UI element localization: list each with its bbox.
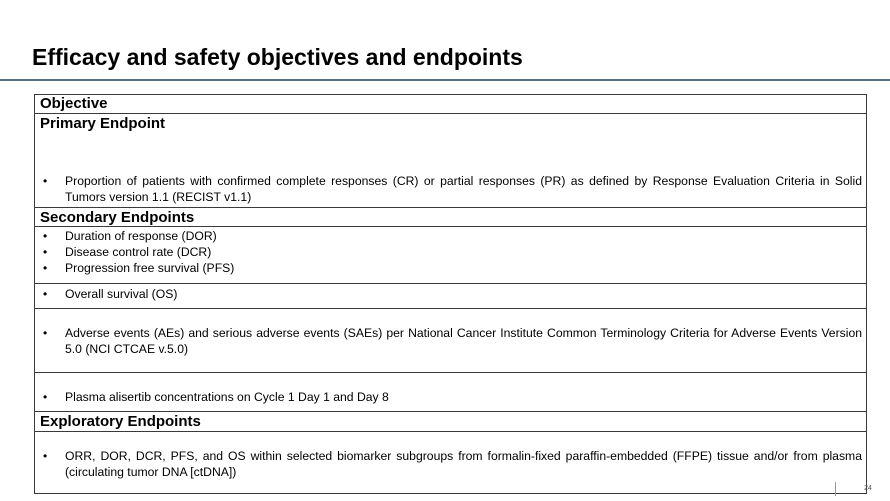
- secondary-group-2: [35, 284, 866, 309]
- bullet-icon: •: [43, 261, 48, 275]
- primary-endpoint-row: [35, 114, 866, 208]
- list-item: • Adverse events (AEs) and serious adverse events (SAEs) per National Cancer Institute Common Terminology Criteria for Adverse Events Version 5.0 (NCI CTCAE v.5.0): [43, 326, 862, 356]
- secondary-list-3: [35, 325, 866, 357]
- exploratory-header-row: [35, 412, 866, 432]
- exploratory-endpoint-list: [35, 448, 866, 480]
- page-number: 24: [864, 485, 872, 492]
- list-item: • Progression free survival (PFS): [43, 261, 235, 275]
- list-item: • Duration of response (DOR): [43, 229, 217, 243]
- list-item: • Disease control rate (DCR): [43, 245, 212, 259]
- objective-header-row: [35, 95, 866, 114]
- page-number-divider: [835, 482, 836, 496]
- endpoints-table: [34, 94, 867, 494]
- bullet-icon: •: [43, 174, 48, 188]
- secondary-list-2: [35, 286, 866, 302]
- bullet-icon: •: [43, 326, 48, 340]
- exploratory-endpoint-row: [35, 432, 866, 493]
- bullet-icon: •: [43, 245, 48, 259]
- bullet-icon: •: [43, 449, 48, 463]
- secondary-group-3: [35, 309, 866, 373]
- secondary-endpoints-header: Secondary Endpoints: [40, 209, 195, 226]
- secondary-list-4: [35, 389, 866, 405]
- list-item: • Overall survival (OS): [43, 287, 178, 301]
- bullet-icon: •: [43, 287, 48, 301]
- secondary-group-4: [35, 373, 866, 412]
- secondary-list-1: [35, 228, 866, 276]
- list-item: • ORR, DOR, DCR, PFS, and OS within selected biomarker subgroups from formalin-fixed paraffin-embedded (FFPE) tissue and/or from plasma (circulating tumor DNA [ctDNA]): [43, 449, 862, 479]
- title-divider: [0, 79, 890, 81]
- secondary-group-1: [35, 227, 866, 284]
- exploratory-endpoints-header: Exploratory Endpoints: [40, 413, 201, 430]
- primary-endpoint-header: Primary Endpoint: [40, 115, 166, 132]
- list-item: • Proportion of patients with confirmed complete responses (CR) or partial responses (PR) as defined by Response Evaluation Criteria in Solid Tumors version 1.1 (RECIST v1.1): [43, 174, 862, 204]
- bullet-icon: •: [43, 390, 48, 404]
- secondary-header-row: [35, 208, 866, 227]
- slide-title: Efficacy and safety objectives and endpoints: [32, 44, 523, 70]
- primary-endpoint-list: [35, 173, 866, 205]
- objective-header: Objective: [40, 95, 108, 112]
- bullet-icon: •: [43, 229, 48, 243]
- list-item: • Plasma alisertib concentrations on Cycle 1 Day 1 and Day 8: [43, 390, 389, 404]
